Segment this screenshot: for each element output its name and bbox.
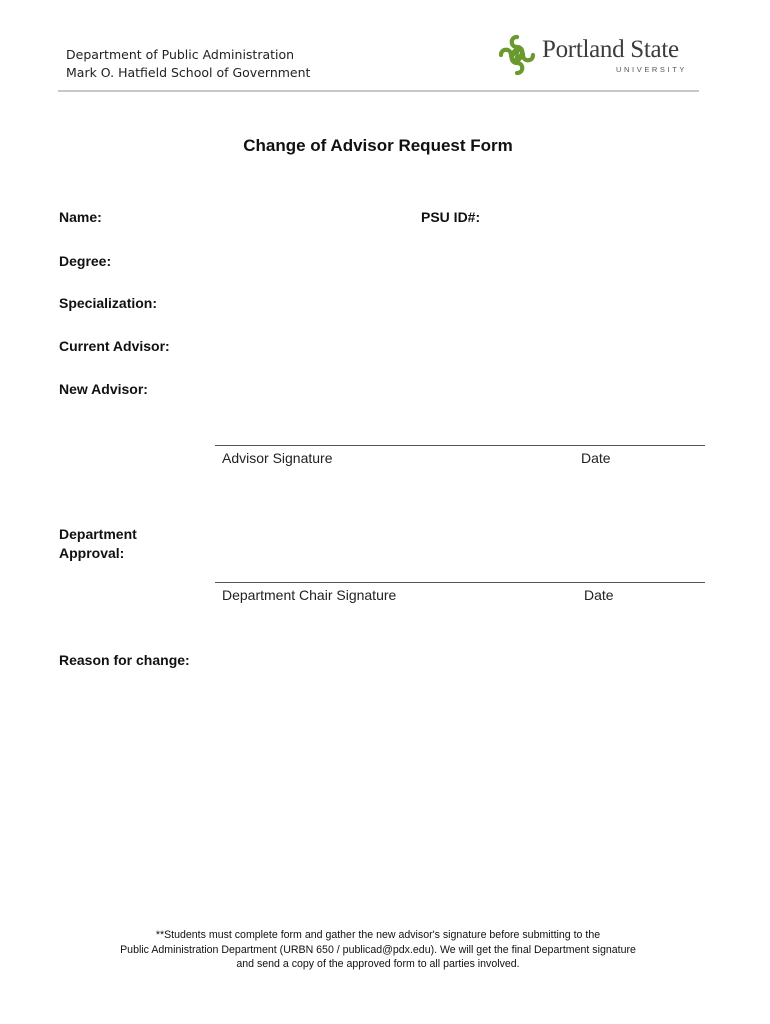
new-advisor-label: New Advisor:: [59, 381, 148, 397]
specialization-label: Specialization:: [59, 295, 158, 311]
footer-line-3: and send a copy of the approved form to all parties involved.: [236, 958, 520, 970]
school-name: Mark O. Hatfield School of Government: [66, 65, 311, 80]
form-title: Change of Advisor Request Form: [243, 136, 513, 155]
portland-state-logo-icon: [497, 33, 537, 77]
psu-id-label: PSU ID#:: [421, 209, 481, 225]
logo-wordmark: Portland State: [542, 36, 679, 63]
footer-note: [0, 928, 756, 972]
current-advisor-label: Current Advisor:: [59, 338, 170, 354]
reason-label: Reason for change:: [59, 652, 190, 668]
chair-date-label: Date: [584, 587, 614, 603]
department-approval-label: [59, 525, 137, 563]
department-approval-line2: Approval:: [59, 545, 125, 561]
advisor-date-label: Date: [581, 450, 611, 466]
chair-signature-label: Department Chair Signature: [222, 587, 397, 603]
department-name: Department of Public Administration: [66, 47, 295, 62]
advisor-signature-line: [215, 445, 705, 446]
header-divider: [58, 90, 699, 92]
department-heading: [66, 46, 310, 82]
footer-line-2: Public Administration Department (URBN 650 / publicad@pdx.edu). We will get the final Department signature: [120, 943, 636, 956]
degree-label: Degree:: [59, 253, 112, 269]
chair-signature-line: [215, 582, 705, 583]
name-label: Name:: [59, 209, 102, 225]
logo-subtitle: UNIVERSITY: [616, 65, 688, 74]
footer-line-1: **Students must complete form and gather the new advisor's signature before submitting to the: [155, 929, 601, 941]
department-approval-line1: Department: [59, 526, 137, 542]
advisor-signature-label: Advisor Signature: [222, 450, 333, 466]
